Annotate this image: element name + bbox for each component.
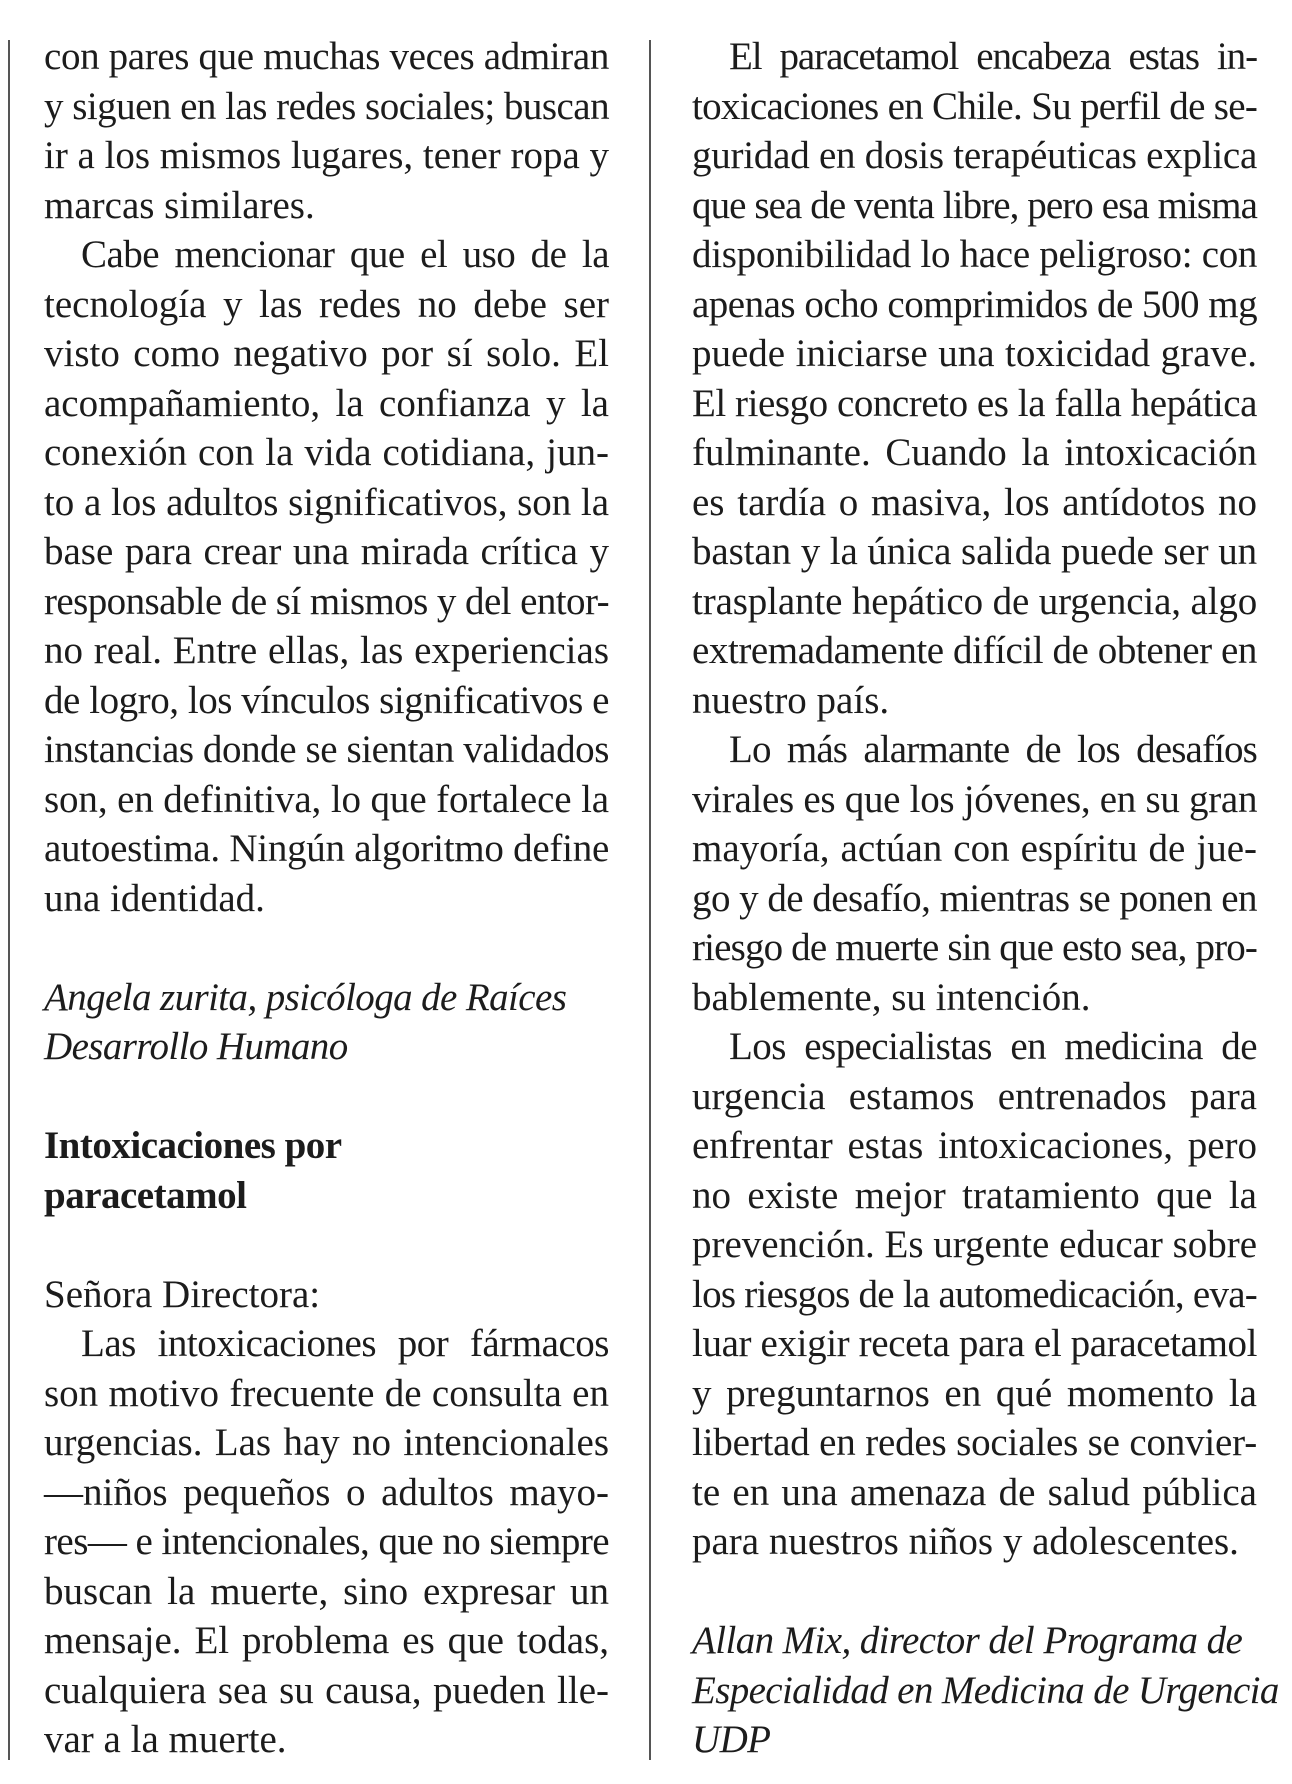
text-line: acompañamiento, la confianza y la	[44, 381, 609, 425]
spacer	[44, 1072, 609, 1122]
signature-line: Desarrollo Humano	[44, 1025, 348, 1068]
right-column	[692, 32, 1279, 1765]
text-line: bablemente, su intención.	[692, 975, 1091, 1019]
text-line: no real. Entre ellas, las experiencias	[44, 629, 609, 672]
text-line: El riesgo concreto es la falla hepática	[692, 381, 1257, 425]
signature-line: Angela zurita, psicóloga de Raíces	[44, 975, 567, 1019]
text-line: para nuestros niños y adolescentes.	[692, 1520, 1239, 1563]
text-line: extremadamente difícil de obtener en	[692, 629, 1257, 672]
signature-line: Especialidad en Medicina de Urgencia	[692, 1668, 1279, 1712]
text-line: trasplante hepático de urgencia, algo	[692, 579, 1258, 623]
text-line: con pares que muchas veces admiran	[44, 35, 609, 78]
text-line: Las intoxicaciones por fármacos	[81, 1322, 609, 1365]
text-line: go y de desafío, mientras se ponen en	[692, 876, 1257, 920]
text-line: tecnología y las redes no debe ser	[44, 282, 609, 326]
text-line: guridad en dosis terapéuticas explica	[692, 134, 1258, 177]
heading-line: Intoxicaciones por	[44, 1124, 342, 1167]
signature-line: Allan Mix, director del Programa de	[692, 1619, 1243, 1662]
text-line: urgencia estamos entrenados para	[692, 1074, 1257, 1118]
text-line: buscan la muerte, sino expresar un	[44, 1569, 609, 1613]
paragraph-continued	[44, 32, 609, 230]
text-line: instancias donde se sientan validados	[44, 728, 609, 771]
text-line: puede iniciarse una toxicidad grave.	[692, 332, 1257, 375]
spacer	[692, 1567, 1257, 1617]
text-line: to a los adultos significativos, son la	[44, 480, 609, 524]
signature-mix	[692, 1616, 1279, 1765]
paragraph-viral-challenges	[692, 725, 1257, 1022]
text-line: responsable de sí mismos y del entor-	[44, 579, 609, 623]
text-line: de logro, los vínculos significativos e	[44, 678, 609, 722]
text-line: nuestro país.	[692, 678, 890, 722]
text-line: virales es que los jóvenes, en su gran	[692, 777, 1258, 821]
left-column	[44, 32, 609, 1765]
text-line: libertad en redes sociales se convier-	[692, 1421, 1257, 1464]
spacer	[44, 1220, 609, 1270]
paragraph-specialists	[692, 1022, 1257, 1567]
heading-line: paracetamol	[44, 1173, 247, 1217]
text-line: mayoría, actúan con espíritu de jue-	[692, 827, 1257, 870]
text-line: res— e intencionales, que no siempre	[44, 1520, 610, 1563]
text-line: son, en definitiva, lo que fortalece la	[44, 777, 609, 821]
text-line: ir a los mismos lugares, tener ropa y	[44, 134, 609, 177]
text-line: no existe mejor tratamiento que la	[692, 1173, 1257, 1217]
text-line: base para crear una mirada crítica y	[44, 530, 609, 573]
text-line: y siguen en las redes sociales; buscan	[44, 84, 610, 128]
text-line: es tardía o masiva, los antídotos no	[692, 480, 1257, 524]
signature-zurita	[44, 973, 609, 1072]
paragraph-intoxications	[44, 1319, 609, 1765]
text-line: riesgo de muerte sin que esto sea, pro-	[692, 926, 1258, 969]
text-line: —niños pequeños o adultos mayo-	[44, 1470, 609, 1514]
left-edge-rule	[8, 40, 10, 1760]
text-line: Cabe mencionar que el uso de la	[81, 233, 609, 276]
text-line: var a la muerte.	[44, 1718, 287, 1761]
paragraph-technology	[44, 230, 609, 923]
text-line: una identidad.	[44, 876, 265, 920]
text-line: los riesgos de la automedicación, eva-	[692, 1272, 1257, 1316]
text-line: Los especialistas en medicina de	[729, 1025, 1257, 1068]
text-line: El paracetamol encabeza estas in-	[729, 35, 1257, 78]
text-line: disponibilidad lo hace peligroso: con	[692, 233, 1258, 276]
text-line: mensaje. El problema es que todas,	[44, 1619, 609, 1662]
text-line: enfrentar estas intoxicaciones, pero	[692, 1124, 1257, 1167]
salutation: Señora Directora:	[44, 1272, 321, 1316]
text-line: luar exigir receta para el paracetamol	[692, 1322, 1258, 1365]
text-line: conexión con la vida cotidiana, jun-	[44, 431, 609, 474]
text-line: fulminante. Cuando la intoxicación	[692, 431, 1257, 474]
text-line: cualquiera sea su causa, pueden lle-	[44, 1668, 609, 1712]
text-line: visto como negativo por sí solo. El	[44, 332, 609, 375]
text-line: prevención. Es urgente educar sobre	[692, 1223, 1257, 1266]
text-line: toxicaciones en Chile. Su perfil de se-	[692, 84, 1258, 128]
text-line: urgencias. Las hay no intencionales	[44, 1421, 609, 1464]
text-line: apenas ocho comprimidos de 500 mg	[692, 282, 1258, 326]
letter-heading	[44, 1121, 609, 1220]
text-line: marcas similares.	[44, 183, 315, 227]
text-line: bastan y la única salida puede ser un	[692, 530, 1257, 573]
text-line: y preguntarnos en qué momento la	[692, 1371, 1257, 1415]
column-divider-rule	[649, 40, 651, 1760]
text-line: que sea de venta libre, pero esa misma	[692, 183, 1257, 227]
text-line: son motivo frecuente de consulta en	[44, 1371, 609, 1415]
text-line: autoestima. Ningún algoritmo define	[44, 827, 609, 870]
signature-line: UDP	[692, 1718, 771, 1761]
text-line: te en una amenaza de salud pública	[692, 1470, 1257, 1514]
paragraph-paracetamol	[692, 32, 1257, 725]
text-line: Lo más alarmante de los desafíos	[729, 728, 1257, 771]
spacer	[44, 923, 609, 973]
